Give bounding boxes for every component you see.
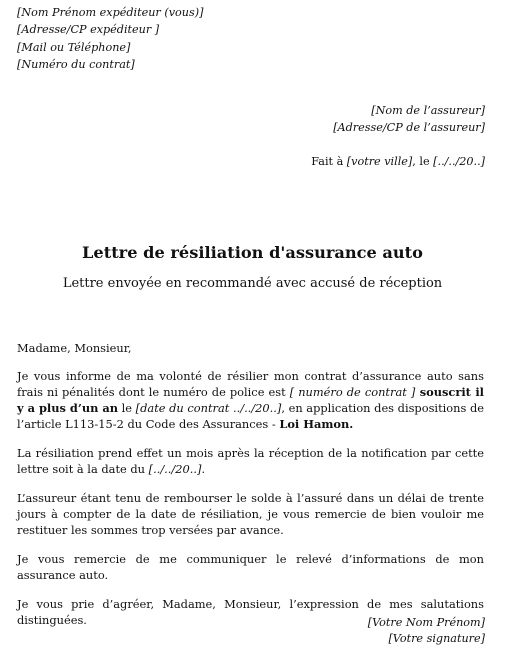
p1-text-3: , en application des dispositions de l’article L113-15-2 du Code des Assurances - — [17, 401, 484, 431]
recipient-block — [333, 102, 485, 136]
signature-sign: [Votre signature] — [388, 632, 485, 645]
contract-date-placeholder: [date du contrat ../../20..] — [135, 401, 282, 415]
paragraph-closing: Je vous prie d’agréer, Madame, Monsieur, l’expression de mes salutations distinguées. — [17, 597, 484, 627]
contract-number-placeholder: [ numéro de contrat ] — [289, 385, 416, 399]
signature-block — [368, 615, 485, 647]
p1-bold-2: Loi Hamon. — [279, 417, 354, 431]
paragraph-effective-date — [17, 445, 484, 477]
sender-contract-number: [Numéro du contrat] — [17, 58, 135, 72]
place-date-middle: , le — [412, 155, 434, 168]
effective-date-placeholder: [../../20..] — [148, 462, 202, 476]
p2-text-1: La résiliation prend effet un mois après la réception de la notification par cette lettre soit à la date du — [17, 446, 484, 476]
p1-text-1: Je vous informe de ma volonté de résilier mon contrat d’assurance auto sans frais ni pénalités dont le numéro de police est — [17, 369, 484, 399]
paragraph-refund: L’assureur étant tenu de rembourser le solde à l’assuré dans un délai de trente jours à compter de la date de résiliation, je vous remercie de bien vouloir me restituer les sommes trop versées par avance. — [17, 491, 484, 537]
place-date-line — [311, 153, 485, 170]
sender-address: [Adresse/CP expéditeur ] — [17, 23, 160, 37]
letter-subtitle: Lettre envoyée en recommandé avec accusé de réception — [62, 276, 443, 291]
place-date-prefix: Fait à — [311, 155, 347, 168]
salutation: Madame, Monsieur, — [17, 341, 132, 355]
p1-bold-1: souscrit il y a plus d’un an — [17, 385, 484, 415]
paragraph-termination-request — [17, 368, 484, 432]
sender-block — [17, 4, 203, 74]
recipient-address: [Adresse/CP de l’assureur] — [333, 121, 485, 134]
recipient-name: [Nom de l’assureur] — [371, 104, 485, 117]
signature-name: [Votre Nom Prénom] — [367, 616, 485, 629]
p1-text-2: le — [118, 401, 136, 415]
letter-title: Lettre de résiliation d'assurance auto — [82, 243, 423, 262]
letter-body — [17, 340, 484, 641]
paragraph-statement-request: Je vous remercie de me communiquer le relevé d’informations de mon assurance auto. — [17, 552, 484, 582]
sender-contact: [Mail ou Téléphone] — [17, 40, 131, 54]
letter-date: [../../20..] — [433, 155, 485, 168]
place-city: [votre ville] — [346, 155, 413, 168]
p2-text-2: . — [201, 462, 206, 476]
sender-name: [Nom Prénom expéditeur (vous)] — [17, 6, 204, 19]
